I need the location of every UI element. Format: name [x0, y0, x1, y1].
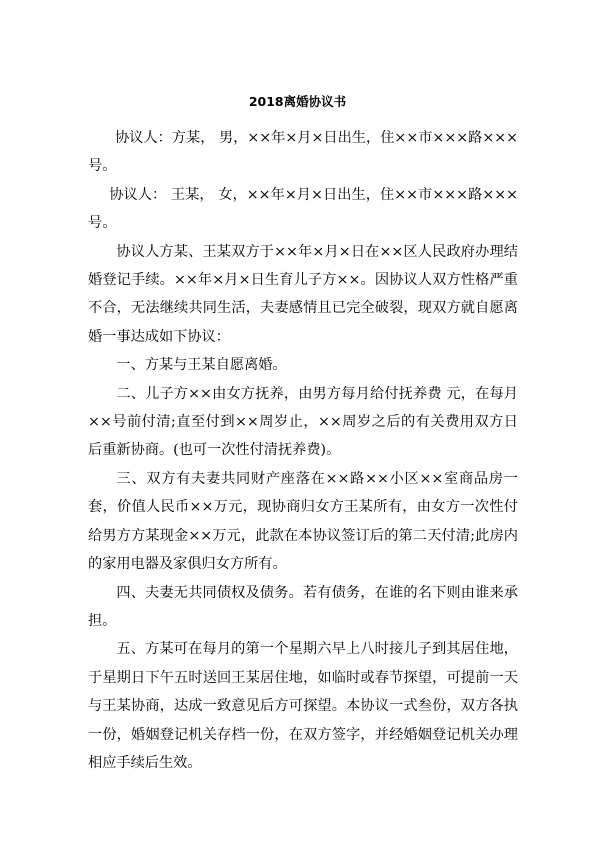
document-title: 2018离婚协议书 [248, 94, 347, 109]
clause-1-paragraph: 一、方某与王某自愿离婚。 [116, 357, 287, 374]
party-1-paragraph: 协议人：方某， 男，××年×月×日出生，住××市×××路×××号。 [88, 130, 518, 175]
document-body [88, 124, 518, 777]
clause-2-paragraph: 二、儿子方××由女方抚养，由男方每月给付抚养费 元，在每月××号前付清;直至付到××周岁止，××周岁之后的有关费用双方日后重新协商。(也可一次性付清抚养费)。 [88, 385, 518, 459]
party-2-paragraph: 协议人： 王某， 女，××年×月×日出生，住××市×××路×××号。 [88, 186, 518, 232]
clause-3-paragraph: 三、双方有夫妻共同财产座落在××路××小区××室商品房一套，价值人民币××万元，现协商归女方王某所有，由女方一次性付给男方方某现金××万元，此款在本协议签订后的第二天付清;此房内的家用电器及家俱归女方所有。 [88, 470, 518, 573]
clause-5-paragraph: 五、方某可在每月的第一个星期六早上八时接儿子到其居住地，于星期日下午五时送回王某居住地，如临时或春节探望，可提前一天与王某协商，达成一致意见后方可探望。本协议一式叁份，双方各执一份，婚姻登记机关存档一份，在双方签字，并经婚姻登记机关办理相应手续后生效。 [88, 641, 518, 771]
clause-4-paragraph: 四、夫妻无共同债权及债务。若有债务，在谁的名下则由谁来承担。 [88, 584, 518, 629]
preamble-paragraph: 协议人方某、王某双方于××年×月×日在××区人民政府办理结婚登记手续。××年×月×日生育儿子方××。因协议人双方性格严重不合，无法继续共同生活，夫妻感情且已完全破裂，现双方就自愿离婚一事达成如下协议： [88, 243, 518, 345]
